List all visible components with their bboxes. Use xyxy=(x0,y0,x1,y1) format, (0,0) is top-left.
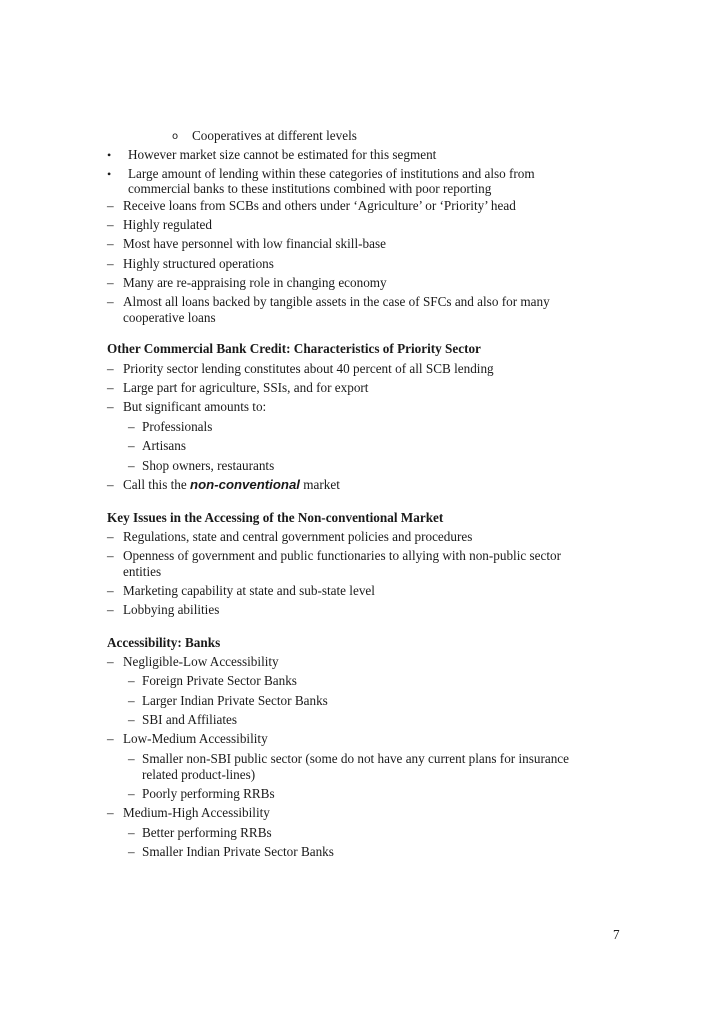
dash-icon: – xyxy=(107,548,114,563)
section-heading: Key Issues in the Accessing of the Non-conventional Market xyxy=(107,510,444,525)
list-item-text: Regulations, state and central government policies and procedures xyxy=(123,529,473,544)
bullet-icon: • xyxy=(107,148,112,162)
dash-icon: – xyxy=(107,399,114,414)
dash-icon: – xyxy=(107,583,114,598)
list-item-text: entities xyxy=(123,564,162,579)
dash-icon: – xyxy=(107,731,114,746)
dash-icon: – xyxy=(107,217,114,232)
list-item-text: Most have personnel with low financial skill-base xyxy=(123,236,386,251)
dash-icon: – xyxy=(128,844,135,859)
list-item-text: related product-lines) xyxy=(142,767,256,782)
list-item-text: Openness of government and public functionaries to allying with non-public sector xyxy=(123,548,562,563)
section-heading: Other Commercial Bank Credit: Characteristics of Priority Sector xyxy=(107,341,481,356)
dash-icon: – xyxy=(107,198,114,213)
dash-icon: – xyxy=(128,458,135,473)
list-item-text: Larger Indian Private Sector Banks xyxy=(142,693,328,708)
dash-icon: – xyxy=(128,825,135,840)
list-item-text: Better performing RRBs xyxy=(142,825,272,840)
list-item-text: But significant amounts to: xyxy=(123,399,267,414)
dash-icon: – xyxy=(128,712,135,727)
list-item-text: commercial banks to these institutions combined with poor reporting xyxy=(128,181,492,196)
list-item-text: However market size cannot be estimated for this segment xyxy=(128,147,437,162)
list-item-text: Large part for agriculture, SSIs, and for export xyxy=(123,380,369,395)
list-item-text: Almost all loans backed by tangible assets in the case of SFCs and also for many xyxy=(123,294,550,309)
circle-bullet-icon: o xyxy=(172,131,179,142)
list-item-text: Smaller Indian Private Sector Banks xyxy=(142,844,334,859)
section-heading: Accessibility: Banks xyxy=(107,635,221,650)
dash-icon: – xyxy=(107,294,114,309)
list-item-text: Shop owners, restaurants xyxy=(142,458,275,473)
list-item-text-suffix: market xyxy=(299,477,340,492)
dash-icon: – xyxy=(107,275,114,290)
page-number: 7 xyxy=(613,927,620,942)
list-item-text: SBI and Affiliates xyxy=(142,712,237,727)
dash-icon: – xyxy=(107,805,114,820)
list-item-text xyxy=(123,477,340,493)
dash-icon: – xyxy=(128,673,135,688)
list-item-text: cooperative loans xyxy=(123,310,216,325)
dash-icon: – xyxy=(107,256,114,271)
dash-icon: – xyxy=(107,477,114,492)
dash-icon: – xyxy=(107,380,114,395)
list-item-text-prefix: Call this the xyxy=(123,477,191,492)
list-item-text: Smaller non-SBI public sector (some do not have any current plans for insurance xyxy=(142,751,570,766)
list-item-text: Low-Medium Accessibility xyxy=(123,731,268,746)
dash-icon: – xyxy=(107,361,114,376)
list-item-text: Lobbying abilities xyxy=(123,602,220,617)
list-item-text: Artisans xyxy=(142,438,186,453)
list-item-text: Highly structured operations xyxy=(123,256,274,271)
list-item-text: Receive loans from SCBs and others under ‘Agriculture’ or ‘Priority’ head xyxy=(123,198,516,213)
bullet-icon: • xyxy=(107,167,112,181)
list-item-text: Negligible-Low Accessibility xyxy=(123,654,279,669)
dash-icon: – xyxy=(128,693,135,708)
list-item-text: Foreign Private Sector Banks xyxy=(142,673,297,688)
list-item-text: Many are re-appraising role in changing economy xyxy=(123,275,387,290)
list-item-text: Cooperatives at different levels xyxy=(192,128,357,143)
list-item-text: Priority sector lending constitutes about 40 percent of all SCB lending xyxy=(123,361,494,376)
dash-icon: – xyxy=(107,654,114,669)
list-item-text: Medium-High Accessibility xyxy=(123,805,270,820)
dash-icon: – xyxy=(107,529,114,544)
dash-icon: – xyxy=(128,751,135,766)
list-item-text: Large amount of lending within these categories of institutions and also from xyxy=(128,166,535,181)
emphasized-term: non-conventional xyxy=(190,477,300,492)
list-item-text: Marketing capability at state and sub-state level xyxy=(123,583,375,598)
dash-icon: – xyxy=(107,236,114,251)
dash-icon: – xyxy=(128,438,135,453)
dash-icon: – xyxy=(128,419,135,434)
dash-icon: – xyxy=(107,602,114,617)
list-item-text: Professionals xyxy=(142,419,213,434)
list-item-text: Highly regulated xyxy=(123,217,212,232)
list-item-text: Poorly performing RRBs xyxy=(142,786,275,801)
dash-icon: – xyxy=(128,786,135,801)
